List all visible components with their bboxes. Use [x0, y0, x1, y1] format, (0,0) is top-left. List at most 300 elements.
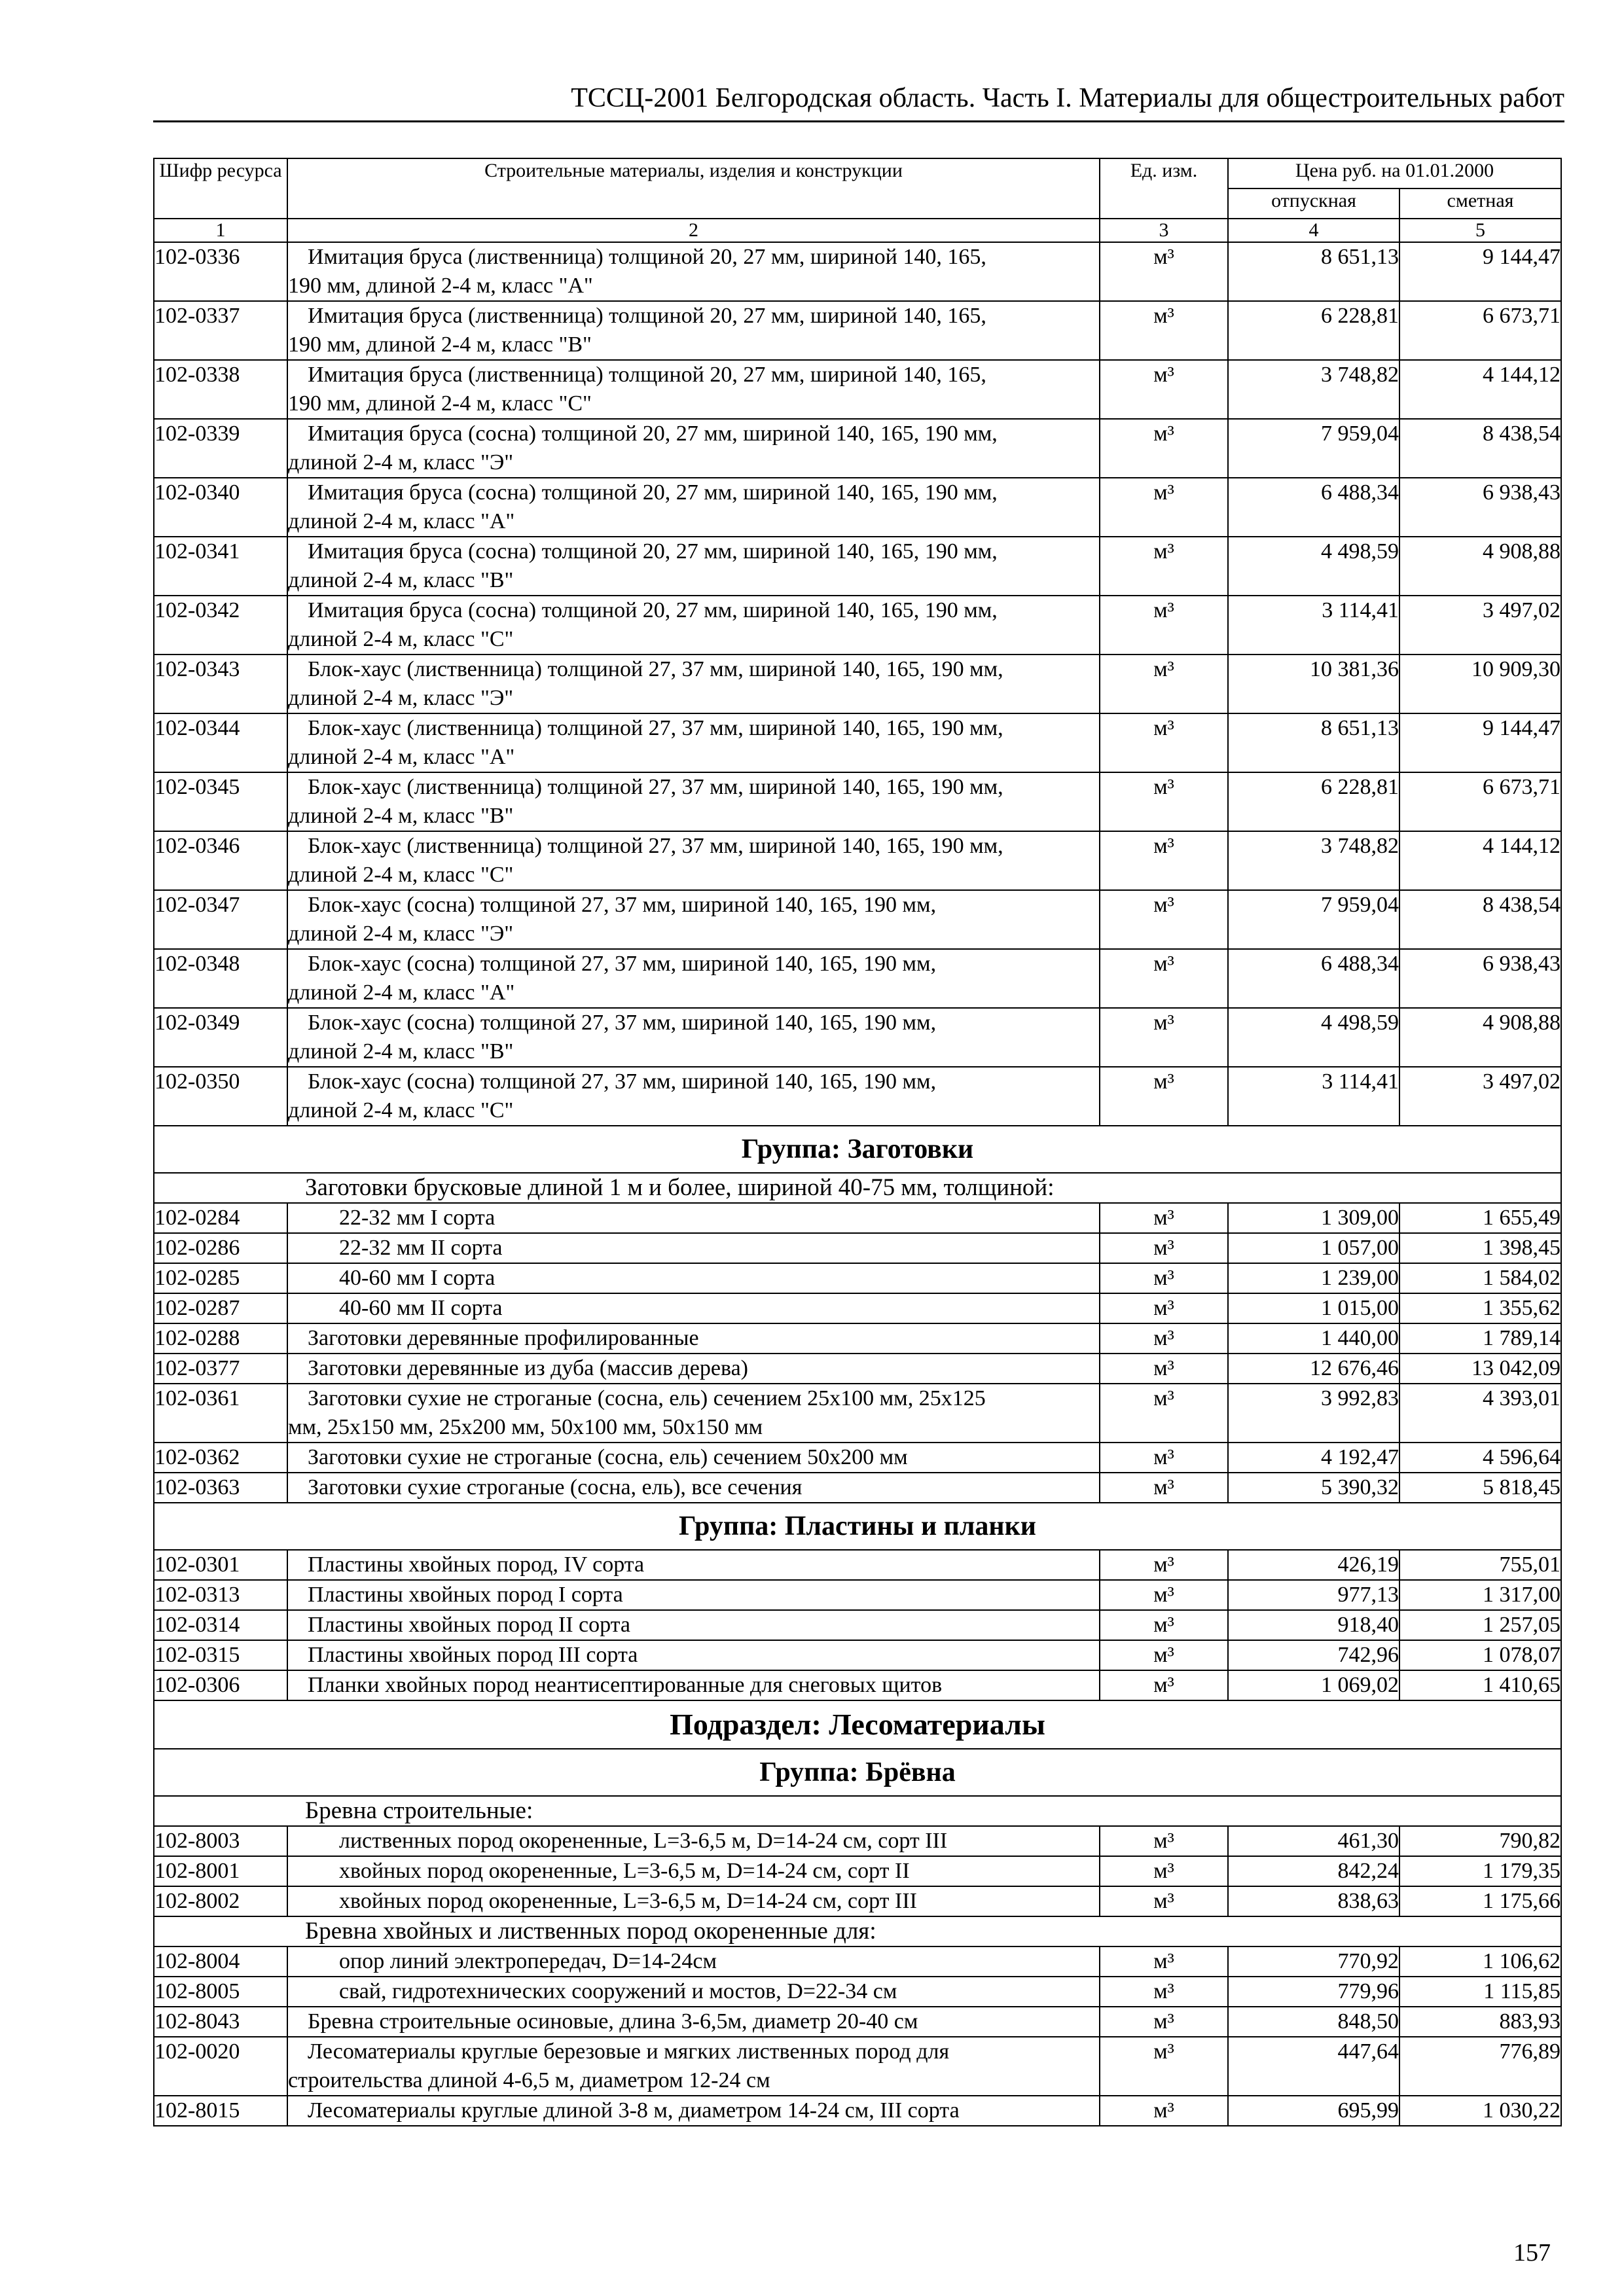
estimate-price: 1 115,85 — [1399, 1977, 1561, 2007]
release-price: 770,92 — [1228, 1946, 1399, 1977]
estimate-price: 1 789,14 — [1399, 1323, 1561, 1354]
material-name-line: Бревна строительные осиновые, длина 3-6,5м, диаметр 20-40 см — [308, 2009, 918, 2034]
unit: м³ — [1100, 1263, 1228, 1293]
header-code: Шифр ресурса — [154, 158, 287, 219]
estimate-price: 10 909,30 — [1399, 655, 1561, 713]
material-name-line: длиной 2-4 м, класс "А" — [288, 980, 515, 1005]
estimate-price: 3 497,02 — [1399, 596, 1561, 655]
material-name — [287, 537, 1100, 596]
material-name — [287, 1384, 1100, 1443]
material-name-line: Блок-хаус (лиственница) толщиной 27, 37 мм, шириной 140, 165, 190 мм, — [308, 716, 1003, 740]
resource-code: 102-0342 — [154, 596, 287, 655]
unit: м³ — [1100, 2007, 1228, 2037]
material-name-line: Пластины хвойных пород II сорта — [308, 1613, 631, 1637]
table-body — [154, 242, 1561, 2126]
material-name — [287, 890, 1100, 949]
release-price: 1 015,00 — [1228, 1293, 1399, 1323]
table-row — [154, 242, 1561, 301]
table-row — [154, 1354, 1561, 1384]
release-price: 1 440,00 — [1228, 1323, 1399, 1354]
estimate-price: 1 355,62 — [1399, 1293, 1561, 1323]
group-heading: Группа: Пластины и планки — [154, 1503, 1561, 1550]
release-price: 695,99 — [1228, 2096, 1399, 2126]
material-name — [287, 1550, 1100, 1580]
subsection-heading: Подраздел: Лесоматериалы — [154, 1700, 1561, 1749]
release-price: 742,96 — [1228, 1640, 1399, 1670]
material-name — [287, 1886, 1100, 1916]
group-heading: Группа: Брёвна — [154, 1749, 1561, 1796]
resource-code: 102-8005 — [154, 1977, 287, 2007]
material-name — [287, 2096, 1100, 2126]
resource-code: 102-0336 — [154, 242, 287, 301]
estimate-price: 9 144,47 — [1399, 713, 1561, 772]
material-name-line: Заготовки сухие не строганые (сосна, ель) сечением 50х200 мм — [308, 1445, 908, 1469]
material-name-line: длиной 2-4 м, класс "Э" — [288, 450, 514, 475]
material-name — [287, 242, 1100, 301]
table-row — [154, 301, 1561, 360]
resource-code: 102-8001 — [154, 1856, 287, 1886]
table-row — [154, 949, 1561, 1008]
material-name-line: 40-60 мм II сорта — [339, 1296, 503, 1320]
material-name-line: длиной 2-4 м, класс "А" — [288, 509, 515, 533]
release-price: 3 748,82 — [1228, 360, 1399, 419]
unit: м³ — [1100, 1293, 1228, 1323]
material-name-line: Заготовки деревянные профилированные — [308, 1326, 699, 1350]
material-name-line: Пластины хвойных пород III сорта — [308, 1643, 638, 1667]
material-name-line: 22-32 мм II сорта — [339, 1236, 503, 1260]
unit: м³ — [1100, 360, 1228, 419]
material-name-line: Имитация бруса (сосна) толщиной 20, 27 мм, шириной 140, 165, 190 мм, — [308, 480, 998, 505]
release-price: 842,24 — [1228, 1856, 1399, 1886]
material-name — [287, 301, 1100, 360]
material-name-line: Имитация бруса (лиственница) толщиной 20, 27 мм, шириной 140, 165, — [308, 245, 986, 269]
estimate-price: 1 655,49 — [1399, 1203, 1561, 1233]
estimate-price: 4 596,64 — [1399, 1443, 1561, 1473]
release-price: 4 498,59 — [1228, 1008, 1399, 1067]
resource-code: 102-8043 — [154, 2007, 287, 2037]
unit: м³ — [1100, 1473, 1228, 1503]
material-name — [287, 1323, 1100, 1354]
unit: м³ — [1100, 1826, 1228, 1856]
material-name-line: хвойных пород окорененные, L=3-6,5 м, D=14-24 см, сорт III — [339, 1889, 917, 1913]
table-row — [154, 655, 1561, 713]
estimate-price: 755,01 — [1399, 1550, 1561, 1580]
material-name-line: свай, гидротехнических сооружений и мостов, D=22-34 см — [339, 1979, 897, 2003]
release-price: 8 651,13 — [1228, 242, 1399, 301]
group-heading-row — [154, 1126, 1561, 1173]
material-name-line: Имитация бруса (сосна) толщиной 20, 27 мм, шириной 140, 165, 190 мм, — [308, 422, 998, 446]
release-price: 6 228,81 — [1228, 772, 1399, 831]
estimate-price: 790,82 — [1399, 1826, 1561, 1856]
resource-code: 102-0306 — [154, 1670, 287, 1700]
intertitle-row — [154, 1916, 1561, 1946]
estimate-price: 6 673,71 — [1399, 301, 1561, 360]
table-row — [154, 1443, 1561, 1473]
table-row — [154, 1008, 1561, 1067]
material-name-line: 190 мм, длиной 2-4 м, класс "А" — [288, 274, 593, 298]
header-price-group: Цена руб. на 01.01.2000 — [1228, 158, 1561, 188]
resource-code: 102-0285 — [154, 1263, 287, 1293]
column-number: 5 — [1399, 219, 1561, 242]
group-heading-row — [154, 1749, 1561, 1796]
resource-code: 102-0314 — [154, 1610, 287, 1640]
material-name-line: длиной 2-4 м, класс "С" — [288, 1098, 514, 1122]
intertitle-row — [154, 1173, 1561, 1203]
table-row — [154, 596, 1561, 655]
material-name-line: 22-32 мм I сорта — [339, 1206, 496, 1230]
table-row — [154, 1473, 1561, 1503]
estimate-price: 4 908,88 — [1399, 1008, 1561, 1067]
estimate-price: 5 818,45 — [1399, 1473, 1561, 1503]
unit: м³ — [1100, 1977, 1228, 2007]
estimate-price: 1 398,45 — [1399, 1233, 1561, 1263]
table-row — [154, 1640, 1561, 1670]
release-price: 1 309,00 — [1228, 1203, 1399, 1233]
unit: м³ — [1100, 890, 1228, 949]
header-unit: Ед. изм. — [1100, 158, 1228, 219]
header-release-price: отпускная — [1228, 188, 1399, 219]
material-name — [287, 2037, 1100, 2096]
material-name — [287, 1670, 1100, 1700]
resource-code: 102-0286 — [154, 1233, 287, 1263]
release-price: 1 057,00 — [1228, 1233, 1399, 1263]
document-title: ТССЦ-2001 Белгородская область. Часть I. Материалы для общестроительных работ — [571, 83, 1564, 113]
release-price: 7 959,04 — [1228, 890, 1399, 949]
estimate-price: 8 438,54 — [1399, 419, 1561, 478]
material-name — [287, 360, 1100, 419]
unit: м³ — [1100, 2037, 1228, 2096]
table-row — [154, 1610, 1561, 1640]
header-name: Строительные материалы, изделия и конструкции — [287, 158, 1100, 219]
table-row — [154, 360, 1561, 419]
material-name-line: Блок-хаус (сосна) толщиной 27, 37 мм, шириной 140, 165, 190 мм, — [308, 893, 937, 917]
material-name — [287, 2007, 1100, 2037]
material-name — [287, 831, 1100, 890]
unit: м³ — [1100, 831, 1228, 890]
material-name — [287, 1443, 1100, 1473]
material-name — [287, 1977, 1100, 2007]
release-price: 3 114,41 — [1228, 596, 1399, 655]
material-name — [287, 596, 1100, 655]
estimate-price: 6 673,71 — [1399, 772, 1561, 831]
estimate-price: 13 042,09 — [1399, 1354, 1561, 1384]
resource-code: 102-0343 — [154, 655, 287, 713]
material-name-line: 40-60 мм I сорта — [339, 1266, 496, 1290]
material-name — [287, 1263, 1100, 1293]
material-name-line: Блок-хаус (сосна) толщиной 27, 37 мм, шириной 140, 165, 190 мм, — [308, 1011, 937, 1035]
unit: м³ — [1100, 1203, 1228, 1233]
resource-code: 102-0284 — [154, 1203, 287, 1233]
material-name-line: длиной 2-4 м, класс "Э" — [288, 922, 514, 946]
material-name — [287, 1580, 1100, 1610]
estimate-price: 1 030,22 — [1399, 2096, 1561, 2126]
estimate-price: 6 938,43 — [1399, 478, 1561, 537]
group-heading-row — [154, 1503, 1561, 1550]
material-name — [287, 1856, 1100, 1886]
unit: м³ — [1100, 419, 1228, 478]
resource-code: 102-0361 — [154, 1384, 287, 1443]
page-header — [153, 79, 1564, 122]
material-name-line: длиной 2-4 м, класс "В" — [288, 1039, 514, 1064]
release-price: 3 114,41 — [1228, 1067, 1399, 1126]
table-row — [154, 1550, 1561, 1580]
material-name-line: длиной 2-4 м, класс "А" — [288, 745, 515, 769]
material-name-line: длиной 2-4 м, класс "В" — [288, 568, 514, 592]
column-number: 4 — [1228, 219, 1399, 242]
release-price: 5 390,32 — [1228, 1473, 1399, 1503]
estimate-price: 1 106,62 — [1399, 1946, 1561, 1977]
material-name-line: Имитация бруса (сосна) толщиной 20, 27 мм, шириной 140, 165, 190 мм, — [308, 539, 998, 564]
estimate-price: 776,89 — [1399, 2037, 1561, 2096]
resource-code: 102-0301 — [154, 1550, 287, 1580]
unit: м³ — [1100, 1008, 1228, 1067]
unit: м³ — [1100, 478, 1228, 537]
release-price: 1 069,02 — [1228, 1670, 1399, 1700]
unit: м³ — [1100, 1640, 1228, 1670]
material-name — [287, 1233, 1100, 1263]
estimate-price: 3 497,02 — [1399, 1067, 1561, 1126]
table-row — [154, 831, 1561, 890]
table-row — [154, 1263, 1561, 1293]
estimate-price: 1 175,66 — [1399, 1886, 1561, 1916]
table-row — [154, 2007, 1561, 2037]
material-name-line: длиной 2-4 м, класс "Э" — [288, 686, 514, 710]
material-name — [287, 949, 1100, 1008]
unit: м³ — [1100, 301, 1228, 360]
unit: м³ — [1100, 1384, 1228, 1443]
table-row — [154, 1203, 1561, 1233]
column-number: 1 — [154, 219, 287, 242]
resource-code: 102-0339 — [154, 419, 287, 478]
release-price: 3 748,82 — [1228, 831, 1399, 890]
release-price: 10 381,36 — [1228, 655, 1399, 713]
table-row — [154, 772, 1561, 831]
resource-code: 102-0362 — [154, 1443, 287, 1473]
resource-code: 102-8015 — [154, 2096, 287, 2126]
unit: м³ — [1100, 1323, 1228, 1354]
material-name — [287, 1008, 1100, 1067]
resource-code: 102-0345 — [154, 772, 287, 831]
table-row — [154, 419, 1561, 478]
unit: м³ — [1100, 1670, 1228, 1700]
material-name-line: длиной 2-4 м, класс "С" — [288, 863, 514, 887]
material-name-line: Блок-хаус (лиственница) толщиной 27, 37 мм, шириной 140, 165, 190 мм, — [308, 834, 1003, 858]
material-name-line: длиной 2-4 м, класс "В" — [288, 804, 514, 828]
material-name-line: Лесоматериалы круглые длиной 3-8 м, диаметром 14-24 см, III сорта — [308, 2098, 960, 2123]
unit: м³ — [1100, 596, 1228, 655]
estimate-price: 1 257,05 — [1399, 1610, 1561, 1640]
material-name-line: Имитация бруса (лиственница) толщиной 20, 27 мм, шириной 140, 165, — [308, 363, 986, 387]
group-heading: Группа: Заготовки — [154, 1126, 1561, 1173]
material-name-line: Имитация бруса (лиственница) толщиной 20, 27 мм, шириной 140, 165, — [308, 304, 986, 328]
material-name-line: длиной 2-4 м, класс "С" — [288, 627, 514, 651]
release-price: 3 992,83 — [1228, 1384, 1399, 1443]
resource-code: 102-0338 — [154, 360, 287, 419]
resource-code: 102-0287 — [154, 1293, 287, 1323]
intertitle-row — [154, 1796, 1561, 1826]
material-name-line: Планки хвойных пород неантисептированные для снеговых щитов — [308, 1673, 943, 1697]
unit: м³ — [1100, 1946, 1228, 1977]
resource-code: 102-0313 — [154, 1580, 287, 1610]
material-name — [287, 478, 1100, 537]
release-price: 977,13 — [1228, 1580, 1399, 1610]
release-price: 6 488,34 — [1228, 949, 1399, 1008]
unit: м³ — [1100, 1067, 1228, 1126]
release-price: 4 192,47 — [1228, 1443, 1399, 1473]
resource-code: 102-0341 — [154, 537, 287, 596]
material-name-line: Имитация бруса (сосна) толщиной 20, 27 мм, шириной 140, 165, 190 мм, — [308, 598, 998, 622]
release-price: 918,40 — [1228, 1610, 1399, 1640]
resource-code: 102-0350 — [154, 1067, 287, 1126]
resource-code: 102-0377 — [154, 1354, 287, 1384]
material-name-line: Заготовки сухие строганые (сосна, ель), все сечения — [308, 1475, 803, 1499]
intertitle: Бревна хвойных и лиственных пород окорененные для: — [154, 1916, 1561, 1946]
unit: м³ — [1100, 1580, 1228, 1610]
material-name-line: 190 мм, длиной 2-4 м, класс "С" — [288, 391, 592, 416]
estimate-price: 1 317,00 — [1399, 1580, 1561, 1610]
estimate-price: 1 078,07 — [1399, 1640, 1561, 1670]
material-name — [287, 1640, 1100, 1670]
estimate-price: 1 584,02 — [1399, 1263, 1561, 1293]
release-price: 848,50 — [1228, 2007, 1399, 2037]
material-name-line: Блок-хаус (лиственница) толщиной 27, 37 мм, шириной 140, 165, 190 мм, — [308, 657, 1003, 681]
material-name-line: Лесоматериалы круглые березовые и мягких лиственных пород для — [308, 2039, 950, 2064]
material-name — [287, 1203, 1100, 1233]
price-table — [153, 158, 1562, 2126]
column-number: 2 — [287, 219, 1100, 242]
material-name — [287, 772, 1100, 831]
table-row — [154, 713, 1561, 772]
table-row — [154, 1826, 1561, 1856]
unit: м³ — [1100, 772, 1228, 831]
material-name — [287, 1293, 1100, 1323]
unit: м³ — [1100, 1354, 1228, 1384]
estimate-price: 883,93 — [1399, 2007, 1561, 2037]
resource-code: 102-0288 — [154, 1323, 287, 1354]
unit: м³ — [1100, 242, 1228, 301]
table-row — [154, 1580, 1561, 1610]
table-row — [154, 537, 1561, 596]
resource-code: 102-0347 — [154, 890, 287, 949]
subsection-heading-row — [154, 1700, 1561, 1749]
intertitle: Бревна строительные: — [154, 1796, 1561, 1826]
estimate-price: 1 410,65 — [1399, 1670, 1561, 1700]
table-row — [154, 1856, 1561, 1886]
release-price: 6 488,34 — [1228, 478, 1399, 537]
material-name-line: Блок-хаус (сосна) толщиной 27, 37 мм, шириной 140, 165, 190 мм, — [308, 952, 937, 976]
table-row — [154, 2096, 1561, 2126]
unit: м³ — [1100, 1886, 1228, 1916]
material-name-line: опор линий электропередач, D=14-24см — [339, 1949, 717, 1973]
material-name-line: Заготовки деревянные из дуба (массив дерева) — [308, 1356, 748, 1380]
resource-code: 102-0020 — [154, 2037, 287, 2096]
release-price: 779,96 — [1228, 1977, 1399, 2007]
material-name — [287, 1473, 1100, 1503]
resource-code: 102-8004 — [154, 1946, 287, 1977]
estimate-price: 6 938,43 — [1399, 949, 1561, 1008]
release-price: 12 676,46 — [1228, 1354, 1399, 1384]
column-number: 3 — [1100, 219, 1228, 242]
table-row — [154, 1886, 1561, 1916]
resource-code: 102-0348 — [154, 949, 287, 1008]
table-row — [154, 1946, 1561, 1977]
material-name-line: Пластины хвойных пород, IV сорта — [308, 1552, 645, 1577]
estimate-price: 1 179,35 — [1399, 1856, 1561, 1886]
material-name-line: хвойных пород окорененные, L=3-6,5 м, D=14-24 см, сорт II — [339, 1859, 910, 1883]
release-price: 6 228,81 — [1228, 301, 1399, 360]
resource-code: 102-0344 — [154, 713, 287, 772]
page-number: 157 — [1513, 2239, 1551, 2267]
estimate-price: 4 144,12 — [1399, 831, 1561, 890]
table-row — [154, 478, 1561, 537]
table-row — [154, 1293, 1561, 1323]
material-name-line: Заготовки сухие не строганые (сосна, ель) сечением 25х100 мм, 25х125 — [308, 1386, 986, 1410]
resource-code: 102-0363 — [154, 1473, 287, 1503]
material-name — [287, 419, 1100, 478]
table-row — [154, 890, 1561, 949]
unit: м³ — [1100, 2096, 1228, 2126]
unit: м³ — [1100, 537, 1228, 596]
intertitle: Заготовки брусковые длиной 1 м и более, шириной 40-75 мм, толщиной: — [154, 1173, 1561, 1203]
table-row — [154, 1067, 1561, 1126]
estimate-price: 8 438,54 — [1399, 890, 1561, 949]
unit: м³ — [1100, 1610, 1228, 1640]
resource-code: 102-0349 — [154, 1008, 287, 1067]
material-name-line: мм, 25х150 мм, 25х200 мм, 50х100 мм, 50х150 мм — [288, 1415, 763, 1439]
estimate-price: 4 144,12 — [1399, 360, 1561, 419]
material-name — [287, 1946, 1100, 1977]
material-name-line: Пластины хвойных пород I сорта — [308, 1583, 623, 1607]
release-price: 838,63 — [1228, 1886, 1399, 1916]
table-row — [154, 1233, 1561, 1263]
material-name-line: 190 мм, длиной 2-4 м, класс "В" — [288, 332, 592, 357]
release-price: 7 959,04 — [1228, 419, 1399, 478]
material-name — [287, 1067, 1100, 1126]
material-name — [287, 1354, 1100, 1384]
resource-code: 102-8002 — [154, 1886, 287, 1916]
resource-code: 102-8003 — [154, 1826, 287, 1856]
table-row — [154, 1384, 1561, 1443]
release-price: 447,64 — [1228, 2037, 1399, 2096]
estimate-price: 9 144,47 — [1399, 242, 1561, 301]
material-name-line: строительства длиной 4-6,5 м, диаметром 12-24 см — [288, 2068, 770, 2092]
resource-code: 102-0337 — [154, 301, 287, 360]
unit: м³ — [1100, 1550, 1228, 1580]
resource-code: 102-0315 — [154, 1640, 287, 1670]
resource-code: 102-0340 — [154, 478, 287, 537]
estimate-price: 4 393,01 — [1399, 1384, 1561, 1443]
release-price: 8 651,13 — [1228, 713, 1399, 772]
release-price: 461,30 — [1228, 1826, 1399, 1856]
unit: м³ — [1100, 949, 1228, 1008]
unit: м³ — [1100, 1443, 1228, 1473]
release-price: 4 498,59 — [1228, 537, 1399, 596]
material-name — [287, 1826, 1100, 1856]
unit: м³ — [1100, 655, 1228, 713]
material-name-line: Блок-хаус (сосна) толщиной 27, 37 мм, шириной 140, 165, 190 мм, — [308, 1069, 937, 1094]
table-row — [154, 1977, 1561, 2007]
table-row — [154, 2037, 1561, 2096]
material-name — [287, 1610, 1100, 1640]
material-name — [287, 655, 1100, 713]
estimate-price: 4 908,88 — [1399, 537, 1561, 596]
release-price: 1 239,00 — [1228, 1263, 1399, 1293]
header-estimate-price: сметная — [1399, 188, 1561, 219]
material-name — [287, 713, 1100, 772]
release-price: 426,19 — [1228, 1550, 1399, 1580]
table-row — [154, 1670, 1561, 1700]
resource-code: 102-0346 — [154, 831, 287, 890]
